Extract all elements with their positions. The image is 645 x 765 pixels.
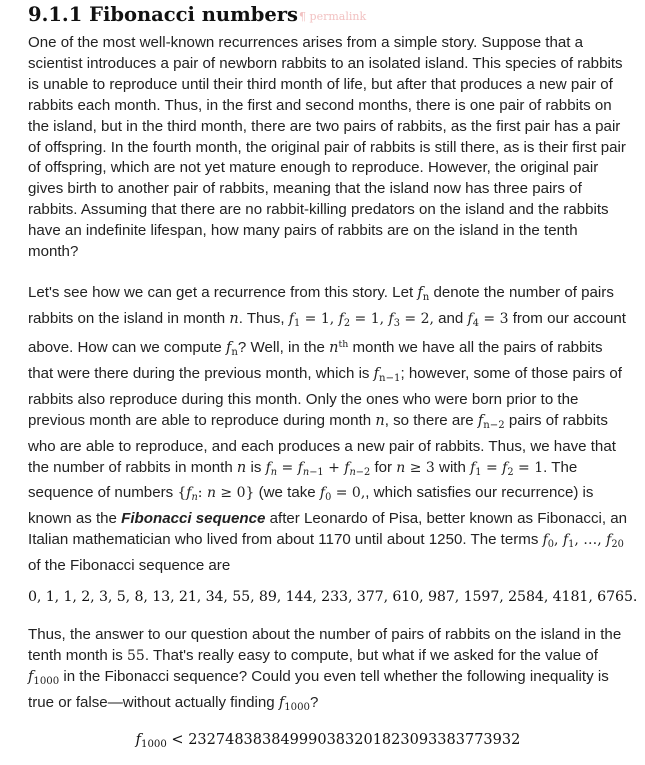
math-f4: $f_4 = 3$	[467, 310, 509, 329]
question-paragraph: Thus, the answer to our question about the number of pairs of rabbits on the island in the tenth month is 55. That's really easy to compute, but what if we asked for the value of $f_{1000}$ in the Fibonacci sequence? Could you even tell whether the following inequality is true or false—without actually finding $f_{1000}$?	[28, 625, 622, 713]
math-base-case: $f_1 = f_2 = 1$	[470, 459, 544, 478]
term-fibonacci-sequence: Fibonacci sequence	[121, 510, 266, 528]
answer-value: 55	[127, 647, 145, 664]
math-fn-1: $f_{n-1}$	[373, 365, 401, 384]
recurrence-paragraph: Let's see how we can get a recurrence from this story. Let $f_n$ denote the number of pairs rabbits on the island in month n. Thus, $f_1 = 1$, $f_2 = 1$, $f_3 = 2$, and $f_4 = 3$ from our account above. How can we compute $f_n$? Well, in the $n^{th}$ month we have all the pairs of rabbits that were there during the previous month, which is $f_{n-1}$; however, some of those pairs of rabbits also reproduce during this month. Only the ones who were born prior to the previous month are able to reproduce during month n, so there are $f_{n-2}$ pairs of rabbits who are able to reproduce, and each produces a new pair of rabbits. Thus, we have that the number of rabbits in month n is $f_n = f_{n-1} + f_{n-2}$ for n ≥ 3 with $f_1 = f_2 = 1$. The sequence of numbers {$f_n$: n ≥ 0} (we take $f_0 = 0$,, which satisfies our recurrence) is known as the Fibonacci sequence after Leonardo of Pisa, better known as Fibonacci, an Italian mathematician who lived from about 1170 until about 1250. The terms $f_0$, $f_1$, …, $f_{20}$ of the Fibonacci sequence are	[28, 283, 628, 574]
math-initial-values: $f_1 = 1$, $f_2 = 1$, $f_3 = 2$,	[288, 310, 434, 329]
document-page	[28, 3, 638, 750]
fibonacci-sequence-display: 0, 1, 1, 2, 3, 5, 8, 13, 21, 34, 55, 89, 144, 233, 377, 610, 987, 1597, 2584, 4181, 6765.	[28, 588, 638, 605]
section-title: Fibonacci numbers	[89, 3, 299, 26]
math-fn: $f_n$	[417, 284, 430, 303]
inequality-display: $f_{1000} < 232748383849990383201823093383773932$	[135, 731, 521, 750]
section-number: 9.1.1	[28, 3, 83, 26]
math-n: n	[236, 459, 247, 476]
section-heading	[28, 4, 628, 28]
math-f1000: $f_{1000}$	[28, 668, 60, 687]
math-recurrence: $f_n = f_{n-1} + f_{n-2}$	[265, 459, 371, 478]
math-f0: $f_0 = 0$,	[319, 485, 366, 504]
math-fn-2: $f_{n-2}$	[477, 412, 505, 431]
math-fn: $f_n$	[226, 339, 238, 358]
math-set: {$f_n$: n ≥ 0}	[177, 485, 255, 504]
math-n: n	[229, 310, 239, 327]
math-condition: n ≥ 3	[396, 459, 435, 476]
intro-paragraph: One of the most well-known recurrences arises from a simple story. Suppose that a scientist introduces a pair of newborn rabbits to an isolated island. This species of rabbits is unable to reproduce until their third month of life, but after that produces a new pair of rabbits each month. Thus, in the first and second months, there is one pair of rabbits on the island, but in the third month, there are two pairs of rabbits, as the first pair has a pair of offspring. In the fourth month, the original pair of rabbits is still there, as is their first pair of offspring, which are not yet mature enough to reproduce. However, the original pair gives birth to another pair of rabbits, meaning that the island now has three pairs of rabbits. Assuming that there are no rabbit-killing predators on the island and the rabbits have an indefinite lifespan, how many pairs of rabbits are on the island in the tenth month?	[28, 34, 626, 261]
permalink-link[interactable]: ¶ permalink	[299, 10, 367, 23]
math-nth: $n^{th}$	[329, 338, 349, 356]
math-n: n	[375, 412, 385, 429]
math-f1000: $f_{1000}$	[278, 694, 311, 713]
math-terms: $f_0$, $f_1$, …, $f_{20}$	[542, 532, 624, 551]
